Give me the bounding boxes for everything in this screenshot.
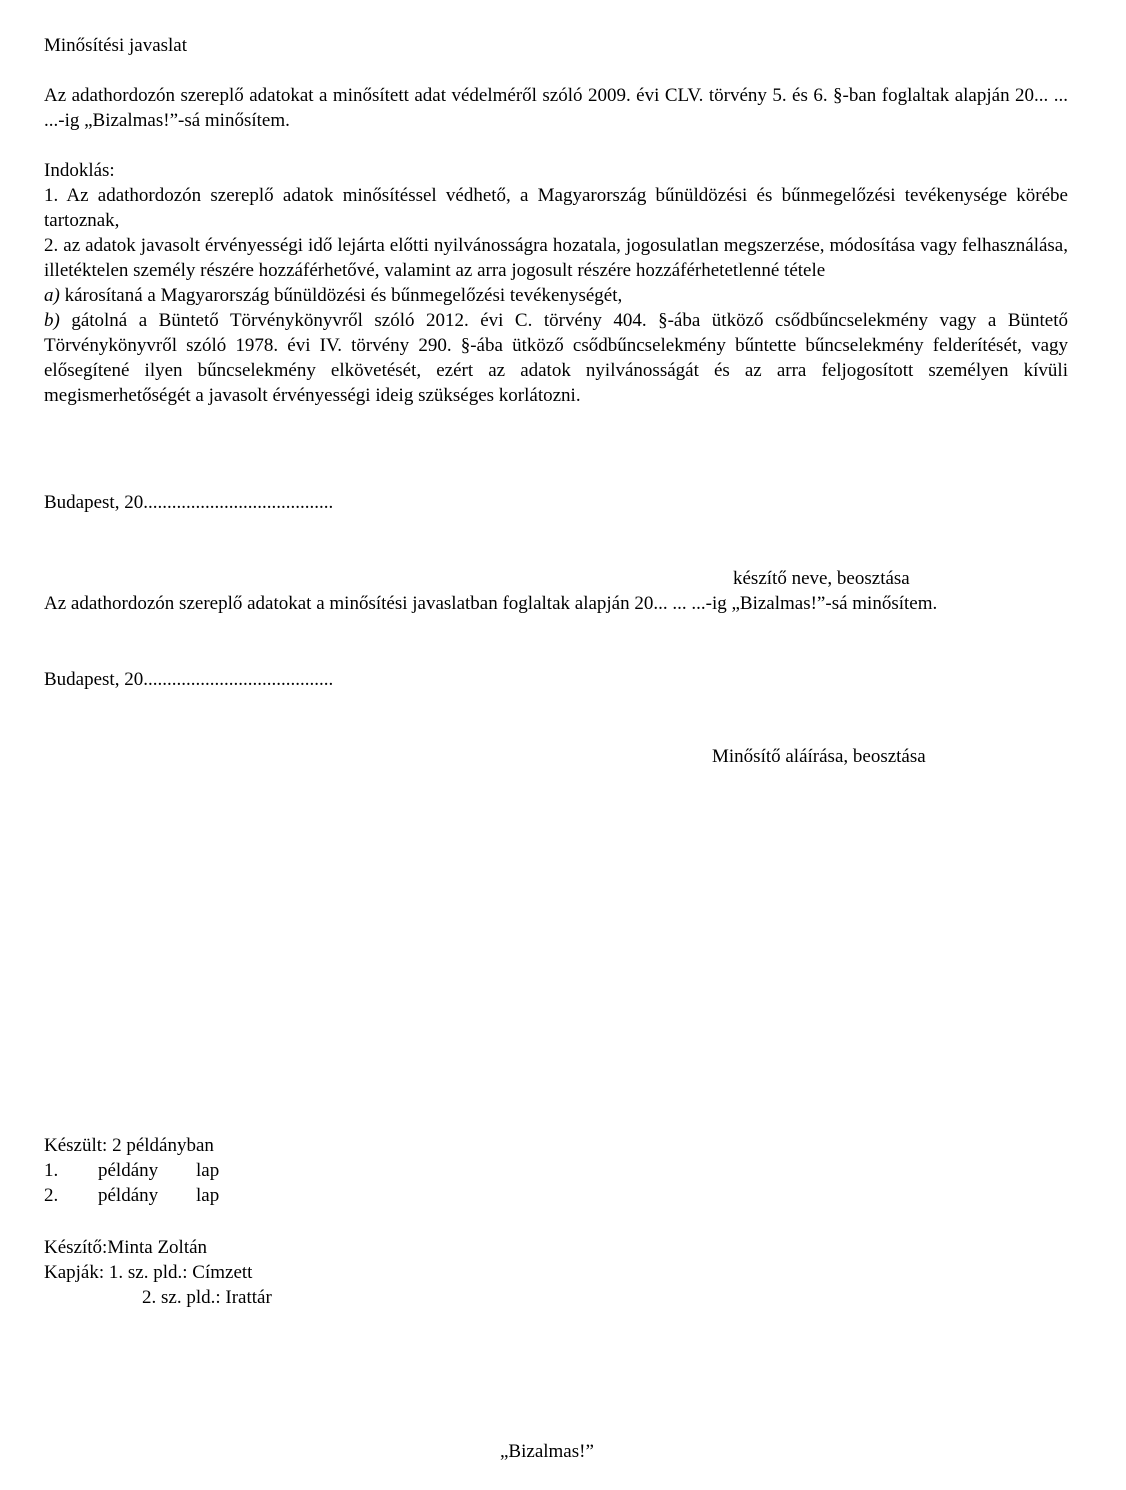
intro-paragraph bbox=[44, 83, 1068, 133]
point-a-letter: a) bbox=[44, 285, 60, 306]
copies-block bbox=[44, 1133, 219, 1208]
preparer-name: Készítő:Minta Zoltán bbox=[44, 1237, 208, 1258]
recipients-line-1: Kapják: 1. sz. pld.: Címzett bbox=[44, 1262, 253, 1283]
copy-line-2 bbox=[44, 1183, 219, 1208]
copy-1-word: példány bbox=[98, 1160, 159, 1181]
justification-point-b bbox=[44, 308, 1068, 408]
justification-section bbox=[44, 158, 1068, 408]
place-date-2: Budapest, 20........................................ bbox=[44, 669, 334, 690]
preparer-signature-label: készítő neve, beosztása bbox=[733, 568, 910, 589]
distribution-block bbox=[44, 1235, 272, 1310]
document-title: Minősítési javaslat bbox=[44, 35, 188, 56]
classifier-signature-label: Minősítő aláírása, beosztása bbox=[712, 746, 926, 767]
point-b-text: gátolná a Büntető Törvénykönyvről szóló 2012. évi C. törvény 404. §-ába ütköző csődbűncselekmény vagy a Büntető Törvénykönyvről szóló 1978. évi IV. törvény 290. §-ába ütköző csődbűncselekmény bűntette bűncselekmény felderítését, vagy elősegítené ilyen bűncselekmény elkövetését, ezért az adatok nyilvánosságát és az arra feljogosított személyen kívüli megismerhetőségét a javasolt érvényességi ideig szükséges korlátozni. bbox=[44, 310, 1068, 406]
second-statement-text: Az adathordozón szereplő adatokat a minősítési javaslatban foglaltak alapján 20... ... ...-ig „Bizalmas!”-sá minősítem. bbox=[44, 593, 938, 614]
point-a-text: károsítaná a Magyarország bűnüldözési és bűnmegelőzési tevékenységét, bbox=[59, 285, 623, 306]
copy-1-number: 1. bbox=[44, 1160, 59, 1181]
justification-point-a bbox=[44, 283, 1068, 308]
place-date-1: Budapest, 20........................................ bbox=[44, 492, 334, 513]
point-b-letter: b) bbox=[44, 310, 60, 331]
copies-heading: Készült: 2 példányban bbox=[44, 1135, 214, 1156]
justification-point-2: 2. az adatok javasolt érvényességi idő lejárta előtti nyilvánosságra hozatala, jogosulatlan megszerzése, módosítása vagy felhasználása, illetéktelen személy részére hozzáférhetővé, valamint az arra jogosult részére hozzáférhetetlenné tétele bbox=[44, 235, 1068, 281]
justification-point-1: 1. Az adathordozón szereplő adatok minősítéssel védhető, a Magyarország bűnüldözési és bűnmegelőzési tevékenysége körébe tartoznak, bbox=[44, 185, 1068, 231]
recipients-line-2: 2. sz. pld.: Irattár bbox=[142, 1287, 272, 1308]
classification-footer: „Bizalmas!” bbox=[500, 1441, 594, 1462]
intro-text: Az adathordozón szereplő adatokat a minősített adat védelméről szóló 2009. évi CLV. törvény 5. és 6. §-ban foglaltak alapján 20... ... ...-ig „Bizalmas!”-sá minősítem. bbox=[44, 85, 1068, 131]
copy-1-unit: lap bbox=[196, 1160, 220, 1181]
justification-heading: Indoklás: bbox=[44, 160, 115, 181]
copy-2-word: példány bbox=[98, 1185, 159, 1206]
copy-2-unit: lap bbox=[196, 1185, 220, 1206]
second-statement bbox=[44, 591, 1068, 616]
copy-line-1 bbox=[44, 1158, 219, 1183]
copy-2-number: 2. bbox=[44, 1185, 59, 1206]
